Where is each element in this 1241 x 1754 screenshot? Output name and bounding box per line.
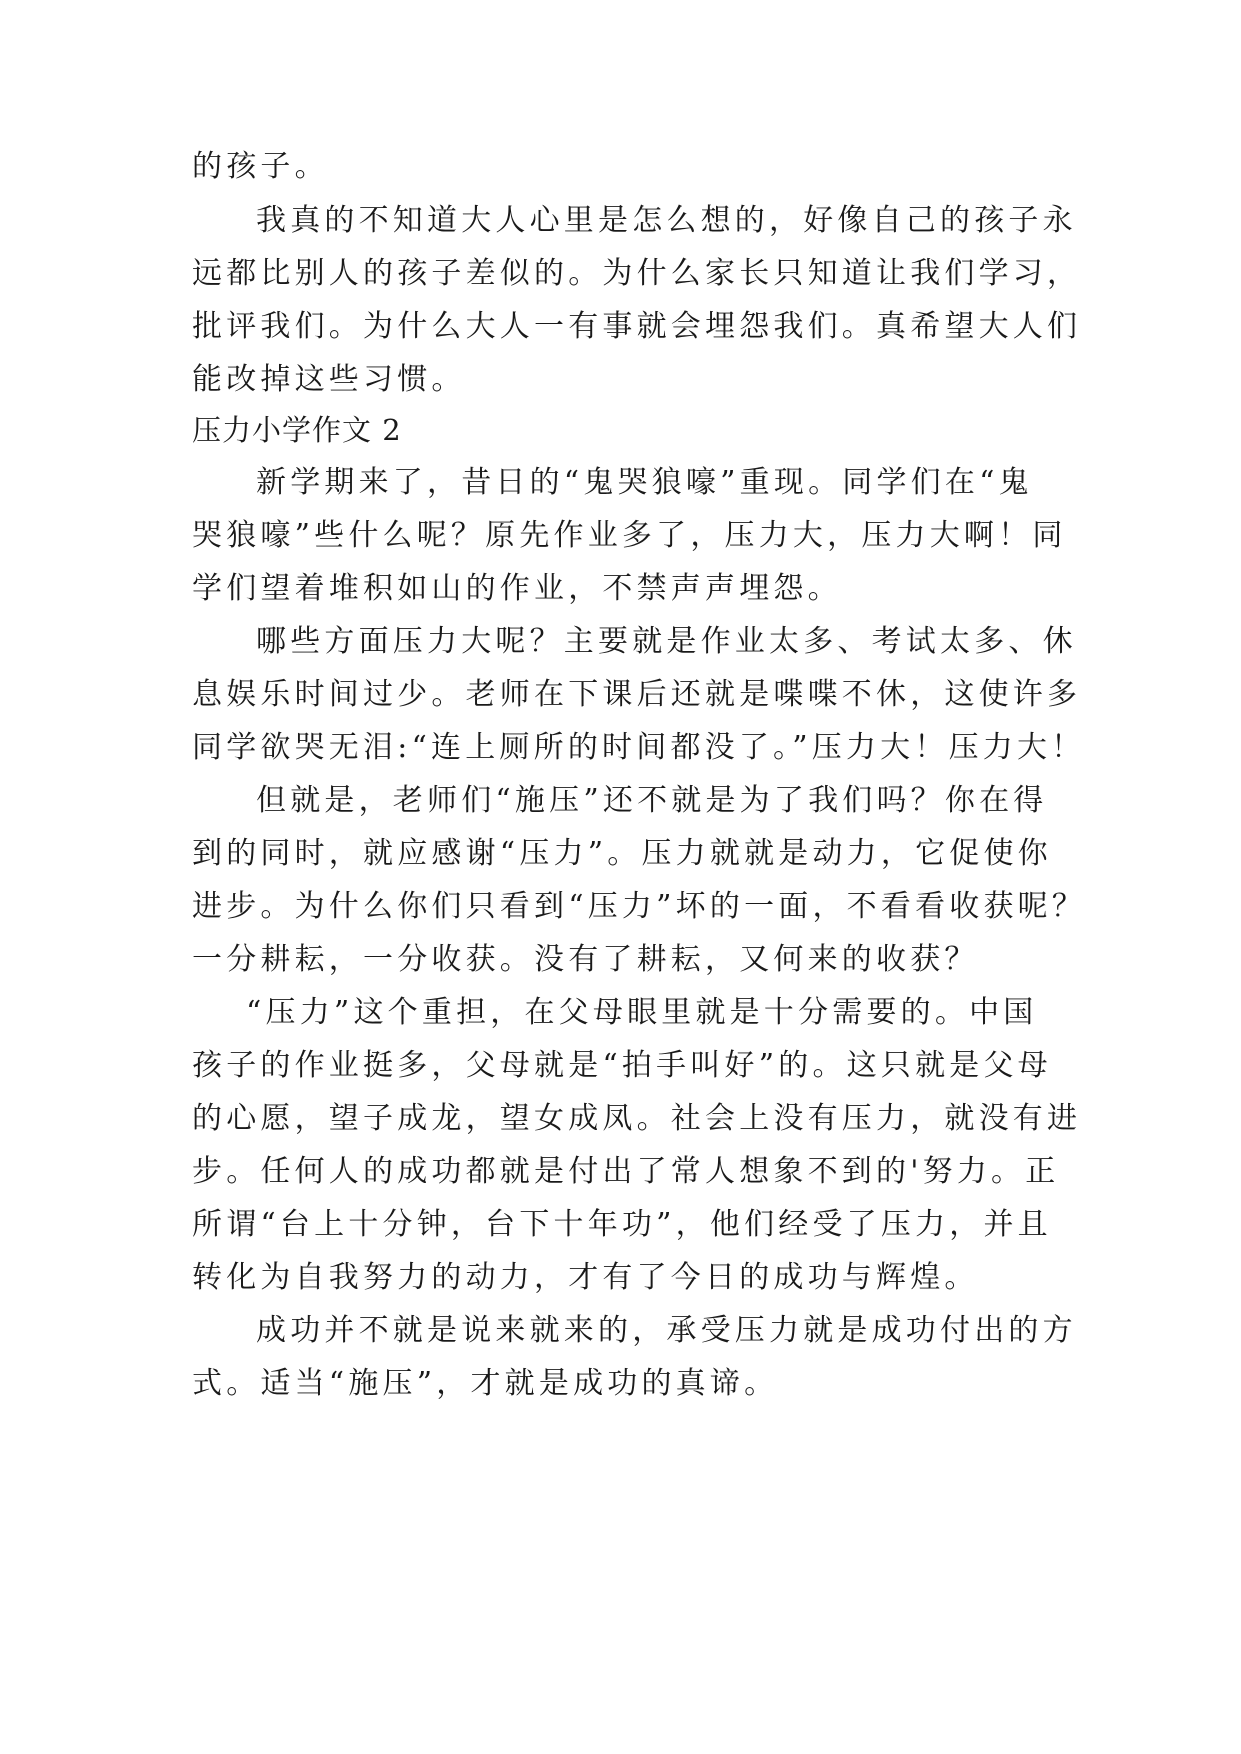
paragraph-first-line: 但就是，老师们“施压”还不就是为了我们吗？你在得 xyxy=(256,783,1048,818)
text-line: 同学欲哭无泪:“连上厕所的时间都没了。”压力大！压力大！ xyxy=(192,730,1086,765)
text-line: 哭狼嚎”些什么呢？原先作业多了，压力大，压力大啊！同 xyxy=(192,518,1067,553)
paragraph-first-line: 哪些方面压力大呢？主要就是作业太多、考试太多、休 xyxy=(256,624,1077,659)
text-line: 式。适当“施压”，才就是成功的真谛。 xyxy=(192,1366,779,1401)
text-line: 批评我们。为什么大人一有事就会埋怨我们。真希望大人们 xyxy=(192,309,1082,344)
text-line: 到的同时，就应感谢“压力”。压力就就是动力，它促使你 xyxy=(192,836,1052,871)
text-line: 所谓“台上十分钟，台下十年功”，他们经受了压力，并且 xyxy=(192,1207,1052,1242)
text-line: 进步。为什么你们只看到“压力”坏的一面，不看看收获呢？ xyxy=(192,889,1087,924)
text-line: 的孩子。 xyxy=(192,149,329,184)
paragraph-first-line: 新学期来了，昔日的“鬼哭狼嚎”重现。同学们在“鬼 xyxy=(256,465,1033,500)
text-line: 孩子的作业挺多，父母就是“拍手叫好”的。这只就是父母 xyxy=(192,1048,1052,1083)
text-line: 的心愿，望子成龙，望女成凤。社会上没有压力，就没有进 xyxy=(192,1101,1082,1136)
paragraph-first-line: “压力”这个重担，在父母眼里就是十分需要的。中国 xyxy=(246,995,1038,1030)
text-line: 能改掉这些习惯。 xyxy=(192,362,466,397)
paragraph-first-line: 我真的不知道大人心里是怎么想的，好像自己的孩子永 xyxy=(256,203,1077,238)
text-line: 息娱乐时间过少。老师在下课后还就是喋喋不休，这使许多 xyxy=(192,677,1082,712)
section-heading: 压力小学作文 2 xyxy=(192,413,402,447)
text-line: 学们望着堆积如山的作业，不禁声声埋怨。 xyxy=(192,571,842,606)
text-line: 一分耕耘，一分收获。没有了耕耘，又何来的收获？ xyxy=(192,942,979,977)
text-line: 转化为自我努力的动力，才有了今日的成功与辉煌。 xyxy=(192,1260,979,1295)
paragraph-first-line: 成功并不就是说来就来的，承受压力就是成功付出的方 xyxy=(256,1313,1077,1348)
text-line: 远都比别人的孩子差似的。为什么家长只知道让我们学习， xyxy=(192,256,1082,291)
text-line: 步。任何人的成功都就是付出了常人想象不到的'努力。正 xyxy=(192,1154,1060,1189)
